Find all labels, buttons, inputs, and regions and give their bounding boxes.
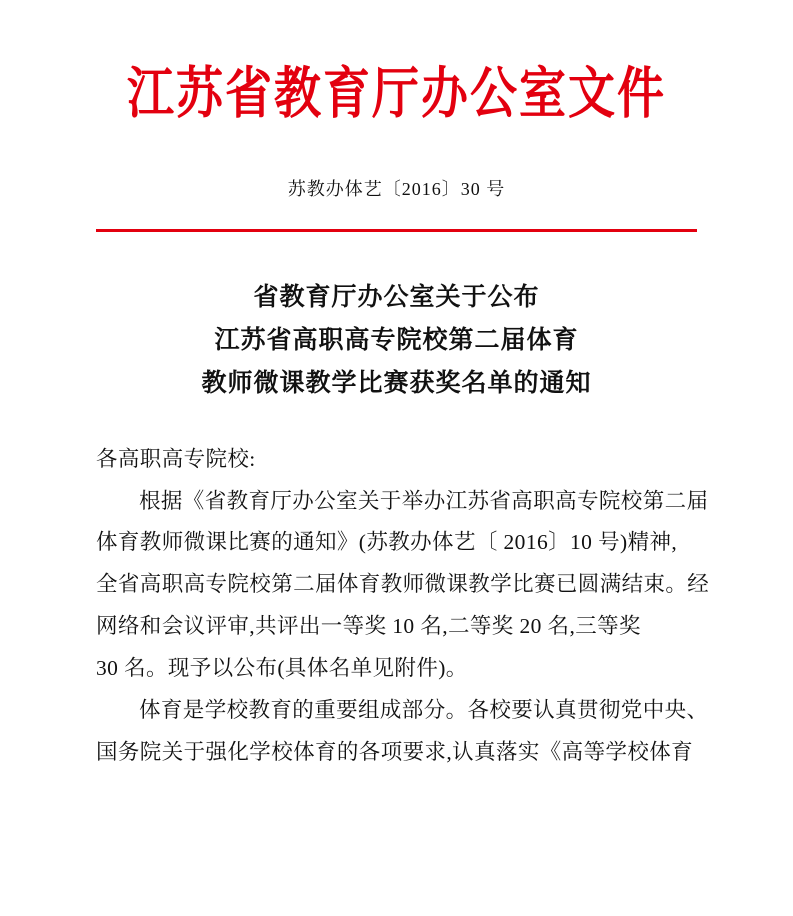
page-title-line-2: 江苏省高职高专院校第二届体育 xyxy=(214,326,579,354)
paragraph-1-line-4: 网络和会议评审,共评出一等奖 10 名,二等奖 20 名,三等奖 xyxy=(96,614,641,639)
masthead xyxy=(96,0,697,127)
masthead-title: 江苏省教育厅办公室文件 xyxy=(127,61,666,127)
document-body xyxy=(96,439,710,774)
paragraph-1-line-3: 全省高职高专院校第二届体育教师微课教学比赛已圆满结束。经 xyxy=(96,572,710,597)
document-number: 苏教办体艺〔2016〕30 号 xyxy=(287,178,506,199)
paragraph-2-line-2: 国务院关于强化学校体育的各项要求,认真落实《高等学校体育 xyxy=(96,740,694,765)
paragraph-1-line-2: 体育教师微课比赛的通知》(苏教办体艺〔 2016〕10 号)精神, xyxy=(96,530,678,555)
salutation: 各高职高专院校: xyxy=(96,446,256,471)
body-paragraph-2 xyxy=(96,690,709,732)
body-paragraph-1-cont xyxy=(96,522,710,690)
body-paragraph-2-cont xyxy=(96,732,697,774)
page-title-line-3: 教师微课教学比赛获奖名单的通知 xyxy=(201,369,592,397)
body-paragraph-1 xyxy=(96,481,709,523)
document-number-row xyxy=(96,175,697,201)
red-divider-rule xyxy=(96,229,697,232)
paragraph-1-line-1: 根据《省教育厅办公室关于举办江苏省高职高专院校第二届 xyxy=(139,488,709,513)
page-title xyxy=(96,276,697,405)
paragraph-1-line-5: 30 名。现予以公布(具体名单见附件)。 xyxy=(96,656,468,681)
page-title-line-1: 省教育厅办公室关于公布 xyxy=(253,283,540,311)
paragraph-2-line-1: 体育是学校教育的重要组成部分。各校要认真贯彻党中央、 xyxy=(139,698,709,723)
